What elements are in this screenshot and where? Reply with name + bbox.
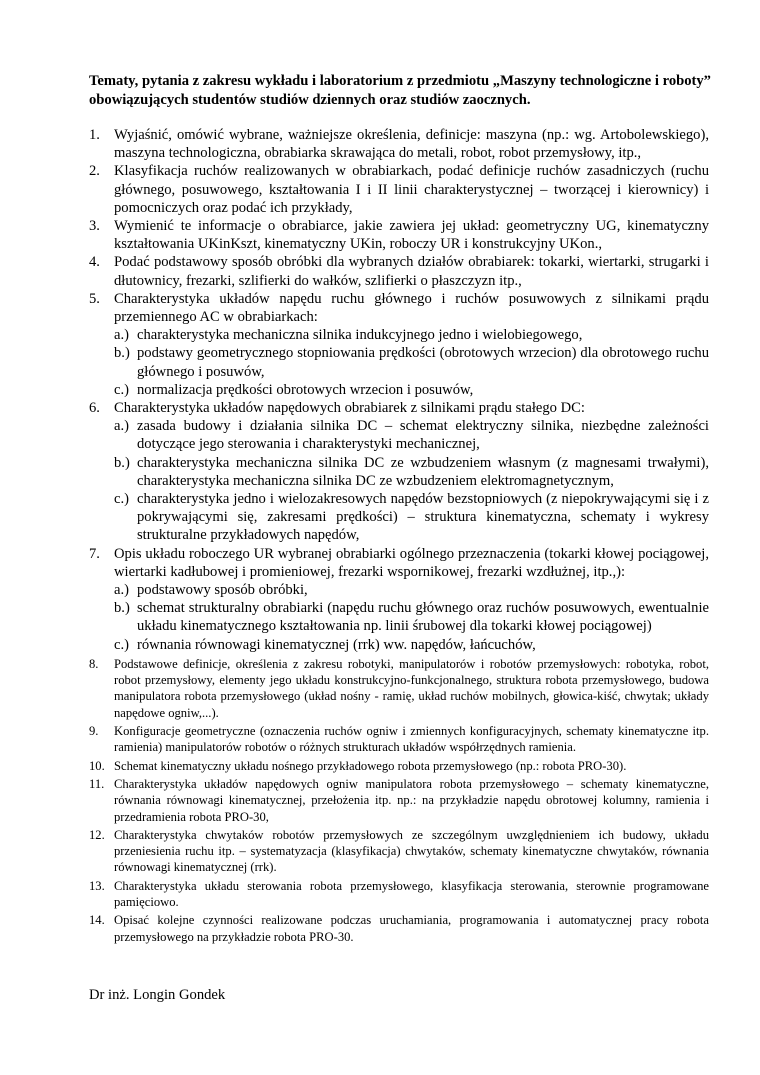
sub-item-6c <box>89 490 709 545</box>
item-number: 14. <box>89 913 105 928</box>
sub-item-6a <box>89 417 709 453</box>
list-item-6 <box>89 399 709 417</box>
document-title: Tematy, pytania z zakresu wykładu i laboratorium z przedmiotu „Maszyny technologiczne i roboty” obowiązujących studentów studiów dziennych oraz studiów zaocznych. <box>89 73 711 108</box>
list-item-10 <box>89 758 709 774</box>
sub-item-text: podstawowy sposób obróbki, <box>137 582 308 599</box>
list-item-8 <box>89 656 709 721</box>
item-text: Wymienić te informacje o obrabiarce, jakie zawiera jej układ: geometryczny UG, kinematyczny kształtowania UKinKszt, kinematyczny UKin, roboczy UR i konstrukcyjny UKon., <box>114 218 709 253</box>
list-item-14 <box>89 912 709 945</box>
list-item-12 <box>89 827 709 876</box>
sub-item-5c <box>89 381 709 399</box>
item-text: Schemat kinematyczny układu nośnego przykładowego robota przemysłowego (np.: robota PRO-30). <box>114 758 627 773</box>
item-text: Charakterystyka chwytaków robotów przemysłowych ze szczególnym uwzględnieniem ich budowy, układu przeniesienia ruchu itp. – systematyzacja (klasyfikacja) chwytaków, schematy kinematyczne chwytaków, równania równowagi kinematycznej (rrk). <box>114 827 709 875</box>
author-signature: Dr inż. Longin Gondek <box>89 987 226 1003</box>
list-item-2 <box>89 162 709 217</box>
sub-item-letter: b.) <box>114 600 130 617</box>
sub-item-text: charakterystyka jedno i wielozakresowych napędów bezstopniowych (z niepokrywającymi się i z pokrywającymi się, zakresami prędkości) – struktura kinematyczna, schematy i wykresy strukturalne przykładowych napędów, <box>137 491 709 544</box>
item-number: 7. <box>89 545 100 562</box>
list-item-4 <box>89 253 709 289</box>
item-text: Wyjaśnić, omówić wybrane, ważniejsze określenia, definicje: maszyna (np.: wg. Artobolewskiego), maszyna technologiczna, obrabiarka skrawająca do metali, robot, robot przemysłowy, itp., <box>114 127 709 162</box>
item-text: Opisać kolejne czynności realizowane podczas uruchamiania, programowania i automatycznej pracy robota przemysłowego na przykładzie robota PRO-30. <box>114 913 709 944</box>
item-text: Opis układu roboczego UR wybranej obrabiarki ogólnego przeznaczenia (tokarki kłowej pociągowej, wiertarki kadłubowej i promieniowej, frezarki wspornikowej, frezarki wzdłużnej, itp.,): <box>114 545 709 580</box>
item-number: 10. <box>89 758 105 773</box>
item-text: Charakterystyka układów napędowych ogniw manipulatora robota przemysłowego – schematy kinematyczne, równania równowagi kinematycznej, przełożenia itp. np.: na przykładzie napędu obrotowej kolumny, ramienia i przedramienia robota PRO-30, <box>114 776 709 824</box>
item-number: 6. <box>89 400 100 417</box>
sub-item-text: schemat strukturalny obrabiarki (napędu ruchu głównego oraz ruchów posuwowych, ewentualnie układu kinematycznego kształtowania np. linii śrubowej dla tokarki kłowej pociągowej) <box>137 600 709 635</box>
item-number: 1. <box>89 127 100 143</box>
list-item-5 <box>89 290 709 326</box>
item-text: Charakterystyka układu sterowania robota przemysłowego, klasyfikacja sterowania, sterownie programowane pamięciowo. <box>114 878 709 910</box>
item-text: Klasyfikacja ruchów realizowanych w obrabiarkach, podać definicje ruchów zasadniczych (ruchu głównego, posuwowego, kształtowania I i II linii charakterystycznej – tworzącej i kierownicy) i pomocniczych oraz podać ich przykłady, <box>114 163 709 216</box>
sub-item-letter: a.) <box>114 582 129 599</box>
sub-item-letter: c.) <box>114 491 129 508</box>
sub-item-letter: b.) <box>114 454 130 471</box>
item-text: Podać podstawowy sposób obróbki dla wybranych działów obrabiarek: tokarki, wiertarki, strugarki i dłutownicy, frezarki, szlifierki do wałków, szlifierki o płaszczyzn itp., <box>114 254 709 289</box>
sub-item-text: normalizacja prędkości obrotowych wrzecion i posuwów, <box>137 381 474 398</box>
list-item-3 <box>89 217 709 253</box>
item-number: 12. <box>89 827 105 842</box>
sub-item-letter: a.) <box>114 418 129 435</box>
list-item-9 <box>89 723 709 756</box>
list-item-13 <box>89 878 709 911</box>
item-number: 3. <box>89 218 100 235</box>
item-text: Konfiguracje geometryczne (oznaczenia ruchów ogniw i zmiennych konfiguracyjnych, schematy kinematyczne itp. ramienia) manipulatorów robotów o różnych strukturach układów współrzędnych ramienia. <box>114 724 709 755</box>
sub-item-text: charakterystyka mechaniczna silnika indukcyjnego jedno i wielobiegowego, <box>137 327 583 344</box>
sub-item-text: zasada budowy i działania silnika DC – schemat elektryczny silnika, niezbędne zależności dotyczące jego sterowania i charakterystyki mechanicznej, <box>137 418 709 453</box>
sub-item-letter: a.) <box>114 327 129 344</box>
sub-item-letter: b.) <box>114 345 130 362</box>
question-list <box>89 126 709 945</box>
sub-item-text: charakterystyka mechaniczna silnika DC ze wzbudzeniem własnym (z magnesami trwałymi), charakterystyka mechaniczna silnika DC ze wzbudzeniem elektromagnetycznym, <box>137 454 709 489</box>
list-item-1 <box>89 126 709 162</box>
item-number: 8. <box>89 656 99 671</box>
item-text: Charakterystyka układów napędu ruchu głównego i ruchów posuwowych z silnikami prądu przemiennego AC w obrabiarkach: <box>114 290 709 326</box>
sub-item-letter: c.) <box>114 381 129 398</box>
sub-item-6b <box>89 454 709 490</box>
sub-item-5a <box>89 326 709 344</box>
list-item-7 <box>89 545 709 581</box>
sub-item-7c <box>89 636 709 654</box>
sub-item-7a <box>89 581 709 599</box>
sub-item-letter: c.) <box>114 636 129 653</box>
item-number: 4. <box>89 254 100 271</box>
sub-item-7b <box>89 599 709 635</box>
item-text: Podstawowe definicje, określenia z zakresu robotyki, manipulatorów i robotów przemysłowych: robotyka, robot, robot przemysłowy, elementy jego układu konstrukcyjno-funkcjonalnego, struktura robota przemysłowego, budowa manipulatora robota przemysłowego (układ nośny - ramię, układ ruchów mobilnych, głowica-kiść, chwytak; układy napędowe ogniw,...). <box>114 656 709 720</box>
list-item-11 <box>89 776 709 825</box>
sub-item-5b <box>89 344 709 380</box>
item-text: Charakterystyka układów napędowych obrabiarek z silnikami prądu stałego DC: <box>114 400 585 417</box>
item-number: 11. <box>89 776 105 791</box>
item-number: 9. <box>89 724 99 739</box>
item-number: 2. <box>89 163 100 180</box>
item-number: 13. <box>89 878 105 893</box>
sub-item-text: równania równowagi kinematycznej (rrk) ww. napędów, łańcuchów, <box>137 636 536 653</box>
item-number: 5. <box>89 290 100 307</box>
sub-item-text: podstawy geometrycznego stopniowania prędkości (obrotowych wrzecion) dla obrotowego ruchu głównego i posuwów, <box>137 345 709 380</box>
